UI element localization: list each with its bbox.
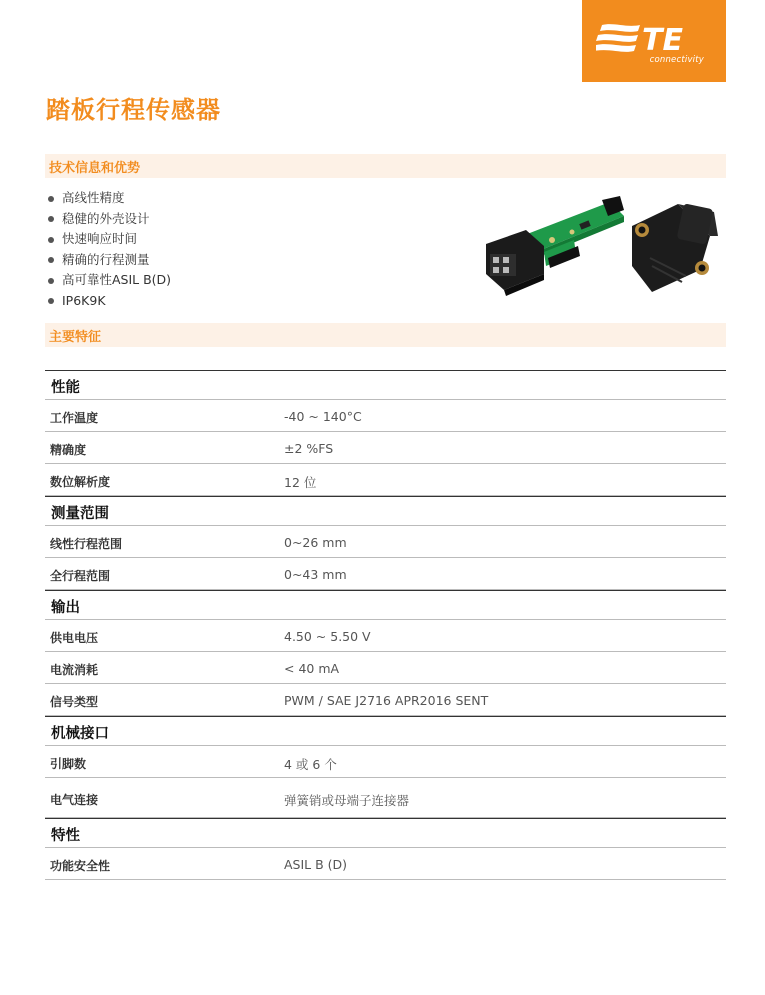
spec-value: ASIL B (D) bbox=[284, 857, 348, 872]
list-item: 精确的行程测量 bbox=[48, 250, 171, 271]
list-item: 高线性精度 bbox=[48, 188, 171, 209]
list-item: IP6K9K bbox=[48, 291, 171, 312]
table-row bbox=[45, 848, 726, 880]
list-item: 稳健的外壳设计 bbox=[48, 209, 171, 230]
table-row bbox=[45, 684, 726, 716]
logo-tagline: connectivity bbox=[649, 55, 704, 65]
spec-value: 弹簧销或母端子连接器 bbox=[284, 793, 410, 808]
spec-value: 4 或 6 个 bbox=[284, 757, 337, 772]
section-tech-info bbox=[45, 154, 726, 178]
table-row bbox=[45, 620, 726, 652]
spec-key: 电气连接 bbox=[50, 793, 99, 807]
spec-table bbox=[45, 370, 726, 880]
spec-value: -40 ~ 140°C bbox=[284, 409, 362, 424]
spec-value: 0~26 mm bbox=[284, 535, 347, 550]
section-key-features bbox=[45, 323, 726, 347]
table-row bbox=[45, 526, 726, 558]
spec-key: 工作温度 bbox=[50, 411, 99, 425]
housing-sensor-illustration bbox=[632, 203, 718, 292]
spec-key: 精确度 bbox=[50, 443, 87, 457]
table-row bbox=[45, 464, 726, 496]
pcb-sensor-illustration bbox=[486, 196, 624, 296]
table-row bbox=[45, 746, 726, 778]
group-measurement-range bbox=[45, 496, 726, 526]
spec-value: 4.50 ~ 5.50 V bbox=[284, 629, 371, 644]
group-heading: 机械接口 bbox=[51, 726, 109, 742]
table-row bbox=[45, 558, 726, 590]
group-heading: 性能 bbox=[51, 380, 80, 396]
benefits-list bbox=[48, 188, 171, 312]
group-heading: 测量范围 bbox=[51, 506, 109, 522]
spec-key: 电流消耗 bbox=[50, 663, 99, 677]
section-tech-heading: 技术信息和优势 bbox=[49, 161, 141, 176]
group-performance bbox=[45, 370, 726, 400]
spec-key: 数位解析度 bbox=[50, 475, 111, 489]
group-heading: 输出 bbox=[51, 600, 80, 616]
list-item: 高可靠性ASIL B(D) bbox=[48, 270, 171, 291]
table-row bbox=[45, 652, 726, 684]
spec-value: 12 位 bbox=[284, 475, 317, 490]
group-output bbox=[45, 590, 726, 620]
spec-key: 信号类型 bbox=[50, 695, 99, 709]
spec-key: 引脚数 bbox=[50, 757, 87, 771]
table-row bbox=[45, 432, 726, 464]
list-item: 快速响应时间 bbox=[48, 229, 171, 250]
spec-value: PWM / SAE J2716 APR2016 SENT bbox=[284, 693, 489, 708]
section-features-heading: 主要特征 bbox=[49, 330, 102, 345]
table-row bbox=[45, 778, 726, 818]
page-title: 踏板行程传感器 bbox=[46, 96, 221, 124]
te-logo-mark bbox=[596, 22, 708, 54]
group-characteristics bbox=[45, 818, 726, 848]
spec-key: 线性行程范围 bbox=[50, 537, 123, 551]
spec-value: < 40 mA bbox=[284, 661, 340, 676]
spec-key: 供电电压 bbox=[50, 631, 99, 645]
spec-key: 全行程范围 bbox=[50, 569, 111, 583]
spec-value: 0~43 mm bbox=[284, 567, 347, 582]
te-logo bbox=[582, 0, 726, 82]
group-mechanical-interface bbox=[45, 716, 726, 746]
svg-text:TE: TE bbox=[642, 23, 683, 54]
product-image bbox=[482, 196, 722, 308]
spec-value: ±2 %FS bbox=[284, 441, 334, 456]
group-heading: 特性 bbox=[51, 828, 80, 844]
spec-key: 功能安全性 bbox=[50, 859, 111, 873]
table-row bbox=[45, 400, 726, 432]
